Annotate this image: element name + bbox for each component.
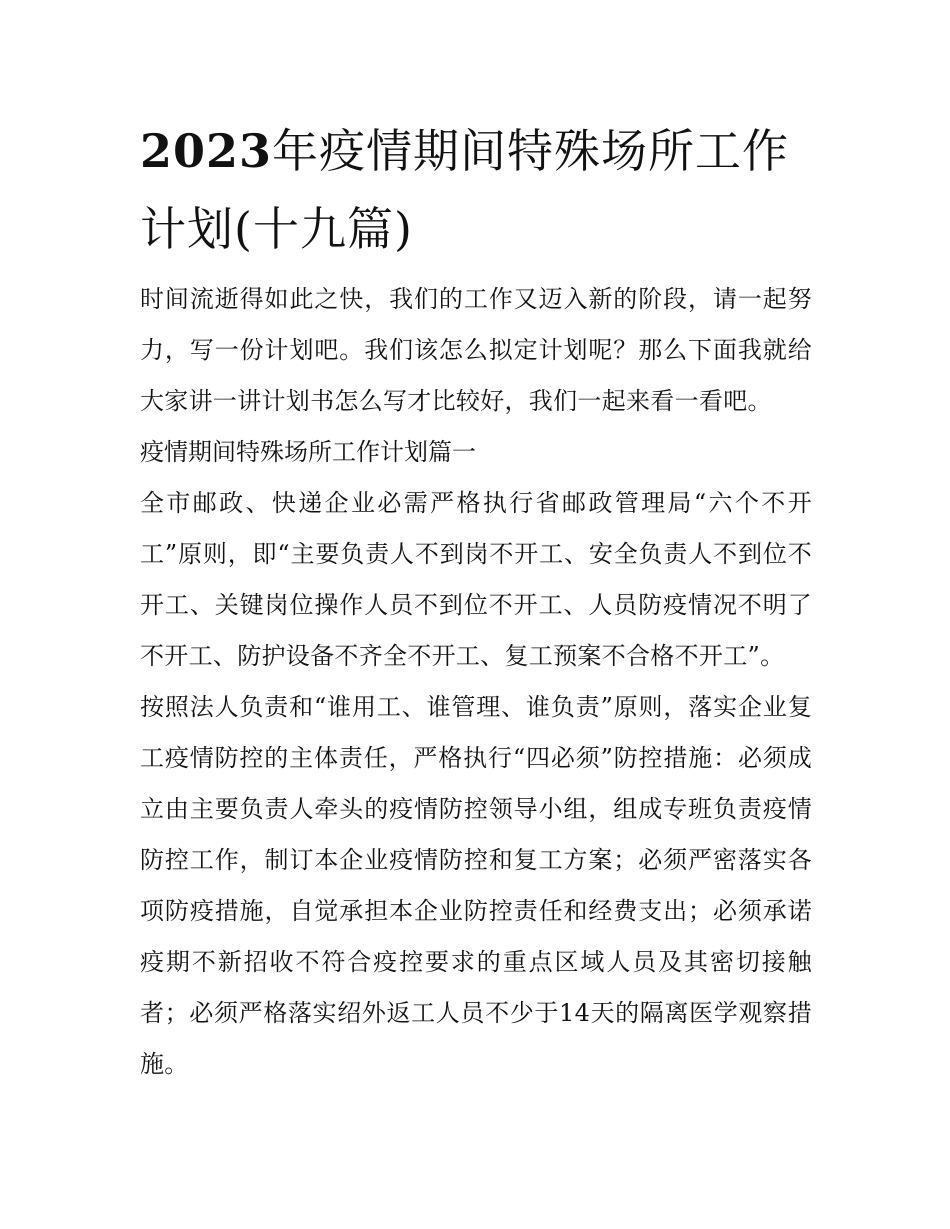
title-year: 2023 bbox=[140, 124, 273, 178]
body-paragraph-2: 按照法人负责和“谁用工、谁管理、谁负责”原则，落实企业复工疫情防控的主体责任，严格执行“四必须”防控措施：必须成立由主要负责人牵头的疫情防控领导小组，组成专班负责疫情防控工作，制订本企业疫情防控和复工方案；必须严密落实各项防疫措施，自觉承担本企业防控责任和经费支出；必须承诺疫期不新招收不符合疫控要求的重点区域人员及其密切接触者；必须严格落实绍外返工人员不少于14天的隔离医学观察措施。 bbox=[140, 693, 812, 1078]
title-text: 年疫情期间特殊场所工作计划(十九篇) bbox=[140, 124, 790, 256]
document-title bbox=[140, 112, 812, 268]
document-page bbox=[140, 112, 812, 1090]
intro-paragraph: 时间流逝得如此之快，我们的工作又迈入新的阶段，请一起努力，写一份计划吧。我们该怎么拟定计划呢？那么下面我就给大家讲一讲计划书怎么写才比较好，我们一起来看一看吧。 bbox=[140, 285, 812, 415]
body-paragraph-1: 全市邮政、快递企业必需严格执行省邮政管理局“六个不开工”原则，即“主要负责人不到岗不开工、安全负责人不到位不开工、关键岗位操作人员不到位不开工、人员防疫情况不明了不开工、防护设备不齐全不开工、复工预案不合格不开工”。 bbox=[140, 489, 812, 670]
section-heading: 疫情期间特殊场所工作计划篇一 bbox=[140, 438, 476, 466]
